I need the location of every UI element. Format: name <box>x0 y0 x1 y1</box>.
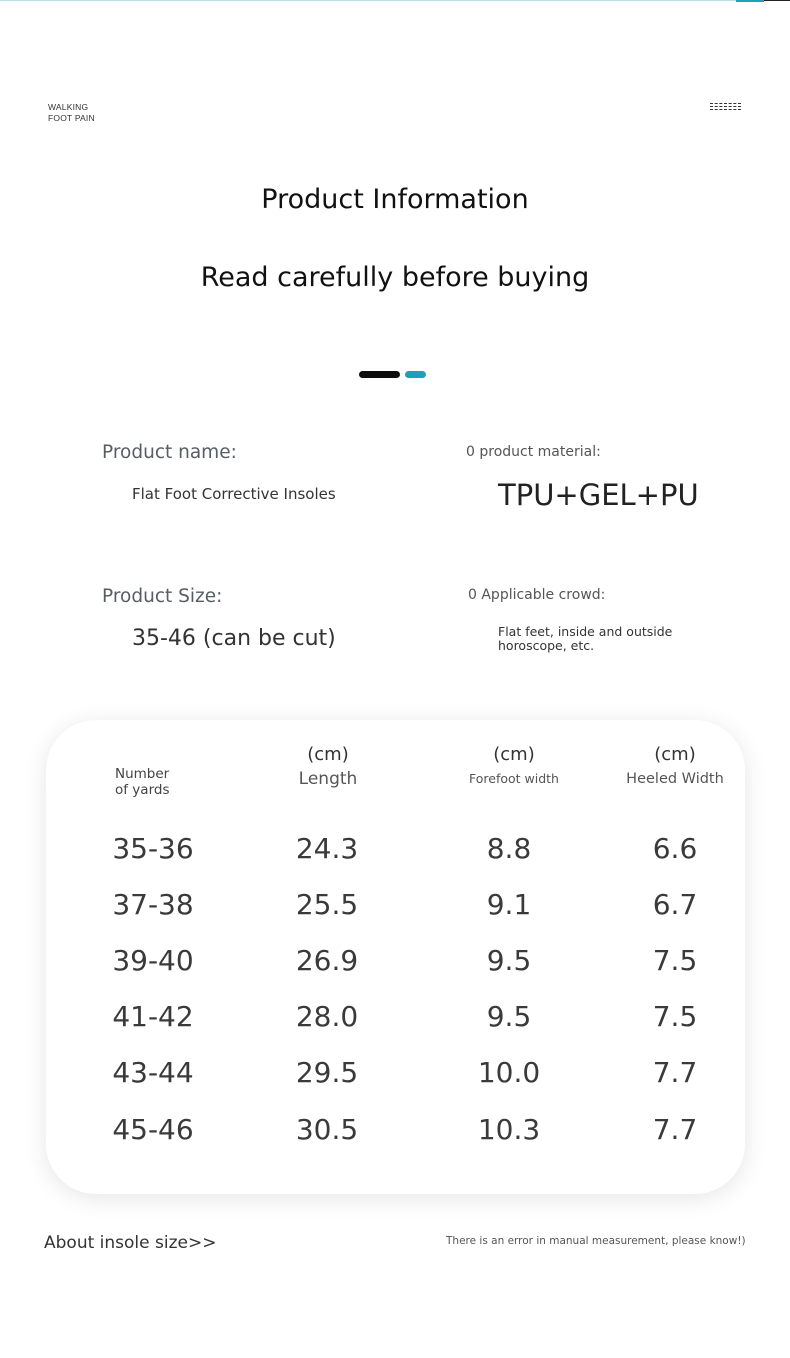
table-row <box>46 888 745 928</box>
top-divider <box>0 0 790 1</box>
header-forefoot-name: Forefoot width <box>469 771 559 786</box>
table-cell: 9.1 <box>486 888 532 921</box>
header-number-of-yards: Number of yards <box>115 766 170 798</box>
table-cell: 7.7 <box>652 1113 698 1146</box>
table-cell: 45-46 <box>112 1113 194 1146</box>
header-length-name: Length <box>298 769 358 789</box>
table-cell: 39-40 <box>112 944 194 977</box>
header-forefoot-unit: (cm) <box>493 744 535 765</box>
slide-indicator-active[interactable] <box>359 371 400 378</box>
table-cell: 7.5 <box>652 944 698 977</box>
product-name-label: Product name: <box>102 442 237 463</box>
brand-line-1: WALKING <box>48 102 89 112</box>
table-cell: 43-44 <box>112 1056 194 1089</box>
table-cell: 9.5 <box>486 944 532 977</box>
top-accent-teal <box>736 0 764 2</box>
size-label: Product Size: <box>102 586 223 607</box>
table-cell: 7.7 <box>652 1056 698 1089</box>
page-subtitle: Read carefully before buying <box>200 262 590 293</box>
material-value: TPU+GEL+PU <box>498 478 699 512</box>
crowd-value: Flat feet, inside and outside horoscope, etc. <box>498 624 673 653</box>
brand-line-2: FOOT PAIN <box>48 112 95 123</box>
menu-icon[interactable] <box>710 103 741 111</box>
table-cell: 37-38 <box>112 888 194 921</box>
table-cell: 9.5 <box>486 1000 532 1033</box>
table-cell: 8.8 <box>486 832 532 865</box>
header-heeled-name: Heeled Width <box>626 771 724 787</box>
table-cell: 6.6 <box>652 832 698 865</box>
crowd-label: 0 Applicable crowd: <box>468 587 606 603</box>
measurement-note: There is an error in manual measurement, please know!) <box>446 1235 746 1247</box>
header-heeled-unit: (cm) <box>654 744 696 765</box>
table-row <box>46 944 745 984</box>
brand-logo[interactable] <box>48 102 95 123</box>
table-cell: 35-36 <box>112 832 194 865</box>
slide-indicator[interactable] <box>405 371 426 378</box>
table-cell: 7.5 <box>652 1000 698 1033</box>
table-cell: 29.5 <box>295 1056 359 1089</box>
header-length-unit: (cm) <box>307 744 349 765</box>
header-forefoot-width <box>450 744 578 786</box>
table-cell: 10.3 <box>477 1113 541 1146</box>
table-row <box>46 1113 745 1153</box>
table-cell: 26.9 <box>295 944 359 977</box>
table-row <box>46 832 745 872</box>
table-row <box>46 1000 745 1040</box>
material-label: 0 product material: <box>466 444 601 460</box>
table-cell: 25.5 <box>295 888 359 921</box>
size-table-card <box>46 720 745 1194</box>
table-cell: 41-42 <box>112 1000 194 1033</box>
page-title: Product Information <box>261 184 529 215</box>
top-accent-dark <box>764 0 790 1</box>
header-heeled-width <box>620 744 730 787</box>
size-table <box>46 720 745 1194</box>
table-cell: 6.7 <box>652 888 698 921</box>
about-insole-size-link[interactable]: About insole size>> <box>44 1233 217 1253</box>
table-cell: 24.3 <box>295 832 359 865</box>
table-row <box>46 1056 745 1096</box>
table-cell: 28.0 <box>295 1000 359 1033</box>
table-cell: 30.5 <box>295 1113 359 1146</box>
table-cell: 10.0 <box>477 1056 541 1089</box>
size-value: 35-46 (can be cut) <box>132 626 336 651</box>
header-length <box>273 744 383 789</box>
product-name-value: Flat Foot Corrective Insoles <box>132 485 336 503</box>
